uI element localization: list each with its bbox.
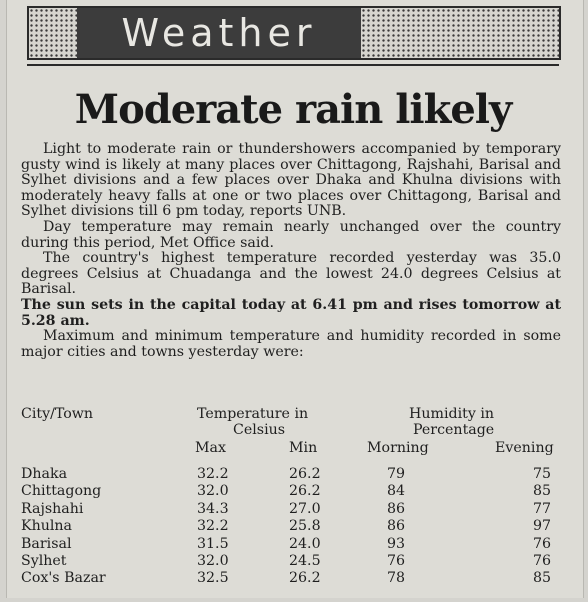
cell-morning: 93 [387,535,406,552]
cell-city: Rajshahi [21,500,84,517]
header-temperature-line1: Temperature in [197,406,309,422]
table-row [21,536,569,553]
subheader-evening: Evening [495,440,554,456]
header-temperature-line2: Celsius [233,422,286,438]
cell-city: Barisal [21,535,72,552]
cell-evening: 75 [533,466,552,482]
table-header [21,406,569,466]
temperature-humidity-table [21,406,569,588]
cell-evening: 97 [533,518,552,535]
cell-max: 32.5 [197,570,229,587]
header-city: City/Town [21,406,94,422]
cell-morning: 86 [387,518,406,535]
cell-morning: 76 [387,552,406,569]
cell-max: 34.3 [197,500,229,517]
header-humidity-line2: Percentage [413,422,495,438]
cell-min: 26.2 [289,570,321,587]
paragraph-table-intro: Maximum and minimum temperature and humidity recorded in some major cities and towns yesterday were: [21,328,561,360]
paragraph-extremes: The country's highest temperature recorded yesterday was 35.0 degrees Celsius at Chuadanga and the lowest 24.0 degrees Celsius at Barisal. [21,250,561,298]
cell-morning: 78 [387,570,406,587]
newspaper-clipping [6,0,584,598]
cell-max: 31.5 [197,535,229,552]
cell-evening: 85 [533,483,552,500]
halftone-pattern-left [29,8,77,58]
cell-evening: 76 [533,552,552,569]
cell-min: 24.5 [289,552,321,569]
cell-min: 25.8 [289,518,321,535]
cell-morning: 84 [387,483,406,500]
cell-max: 32.0 [197,483,229,500]
banner-label: Weather [121,11,317,55]
cell-city: Chittagong [21,483,102,500]
weather-banner [27,6,561,60]
cell-evening: 76 [533,535,552,552]
cell-max: 32.2 [197,518,229,535]
table-rows [21,466,569,588]
cell-max: 32.0 [197,552,229,569]
article-body [21,142,561,360]
table-row [21,483,569,500]
divider-rule [27,64,559,66]
cell-min: 27.0 [289,500,321,517]
cell-city: Khulna [21,518,73,535]
cell-max: 32.2 [197,466,229,482]
halftone-pattern-right [361,8,559,58]
cell-city: Sylhet [21,552,67,569]
paragraph-forecast: Light to moderate rain or thundershowers accompanied by temporary gusty wind is likely at many places over Chittagong, Rajshahi, Barisal and Sylhet divisions and a few places over Dhaka and Khulna divisions with moderately heavy falls at one or two places over Chittagong, Barisal and Sylhet divisions till 6 pm today, reports UNB. [21,141,561,220]
paragraph-sun-times: The sun sets in the capital today at 6.41 pm and rises tomorrow at 5.28 am. [21,296,561,329]
table-row [21,466,569,483]
headline: Moderate rain likely [74,86,512,133]
cell-morning: 79 [387,466,406,482]
cell-evening: 85 [533,570,552,587]
table-row [21,570,569,587]
cell-min: 26.2 [289,483,321,500]
table-row [21,518,569,535]
cell-evening: 77 [533,500,552,517]
table-row [21,553,569,570]
banner-label-box [77,8,361,58]
subheader-morning: Morning [367,440,429,456]
subheader-max: Max [195,440,226,456]
cell-min: 26.2 [289,466,321,482]
header-humidity-line1: Humidity in [409,406,495,422]
table-row [21,501,569,518]
cell-min: 24.0 [289,535,321,552]
cell-city: Cox's Bazar [21,570,106,587]
cell-morning: 86 [387,500,406,517]
cell-city: Dhaka [21,466,68,482]
paragraph-day-temperature: Day temperature may remain nearly unchanged over the country during this period, Met Office said. [21,218,561,251]
subheader-min: Min [289,440,318,456]
